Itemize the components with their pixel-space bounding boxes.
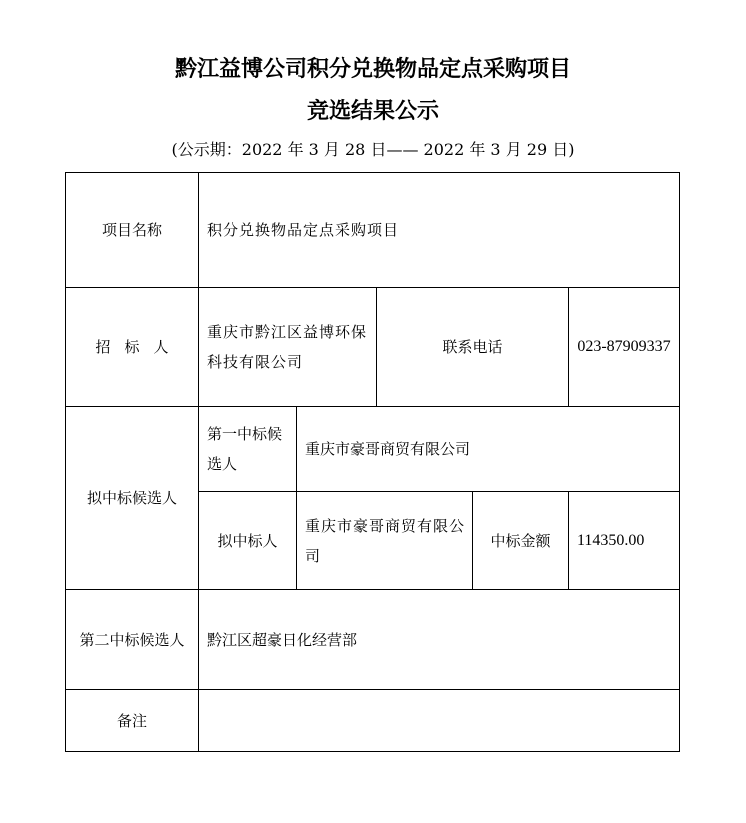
bid-amount-label: 中标金额 <box>473 492 569 590</box>
second-candidate-value: 黔江区超豪日化经营部 <box>199 590 680 690</box>
document-subtitle: 竞选结果公示 <box>306 98 439 124</box>
project-name-value: 积分兑换物品定点采购项目 <box>199 173 680 288</box>
contact-value: 023-87909337 <box>569 288 680 407</box>
tenderer-value: 重庆市黔江区益博环保科技有限公司 <box>199 288 377 407</box>
remarks-label: 备注 <box>66 690 199 752</box>
proposed-winner-label: 拟中标人 <box>199 492 297 590</box>
second-candidate-label: 第二中标候选人 <box>66 590 199 690</box>
proposed-candidates-label: 拟中标候选人 <box>66 407 199 590</box>
document-title: 黔江益博公司积分兑换物品定点采购项目 <box>174 56 571 82</box>
first-candidate-value: 重庆市豪哥商贸有限公司 <box>297 407 680 492</box>
contact-label: 联系电话 <box>377 288 569 407</box>
bid-amount-value: 114350.00 <box>569 492 680 590</box>
row-tenderer <box>66 288 680 407</box>
row-first-candidate <box>66 407 680 492</box>
tenderer-label: 招标人 <box>66 288 199 407</box>
remarks-value <box>199 690 680 752</box>
row-second-candidate <box>66 590 680 690</box>
project-name-label: 项目名称 <box>66 173 199 288</box>
result-table <box>65 172 680 752</box>
proposed-winner-value: 重庆市豪哥商贸有限公司 <box>297 492 473 590</box>
row-project-name <box>66 173 680 288</box>
row-remarks <box>66 690 680 752</box>
first-candidate-label: 第一中标候选人 <box>199 407 297 492</box>
publicity-period: (公示期：2022 年 3 月 28 日—— 2022 年 3 月 29 日) <box>171 140 575 159</box>
